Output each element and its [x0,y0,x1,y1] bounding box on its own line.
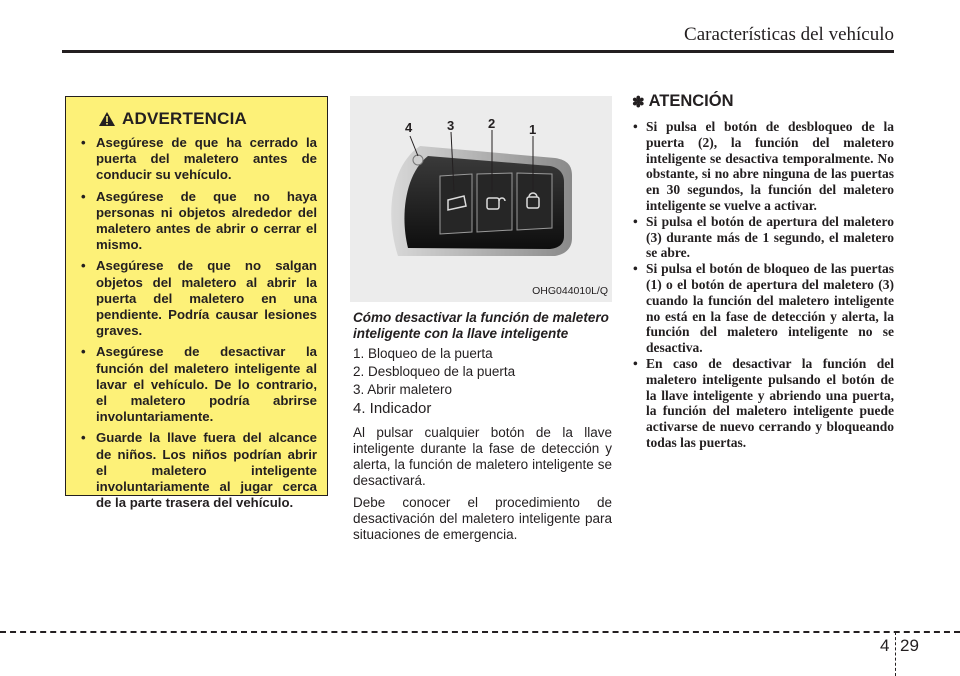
warning-list [78,135,317,511]
warning-triangle-icon [98,111,116,127]
page-number-separator [895,632,896,676]
body-paragraph: Debe conocer el procedimiento de desactivación del maletero inteligente para situaciones de emergencia. [353,495,612,542]
legend-item: 4. Indicador [353,400,432,417]
section-subheading: Cómo desactivar la función de maletero inteligente con la llave inteligente [353,310,609,341]
figure-caption: OHG044010L/Q [532,285,608,297]
warning-item: • Guarde la llave fuera del alcance de niños. Los niños podrían abrir el maletero inteligente involuntariamente al jugar cerca de la parte trasera del vehículo. [81,430,317,511]
attention-heading [632,92,894,111]
footer-rule [0,631,960,633]
legend-item: 3. Abrir maletero [353,382,453,397]
smart-key-illustration [350,96,612,302]
page-number: 29 [900,636,919,655]
attention-section [632,92,894,451]
smart-key-figure [350,96,612,302]
attention-title: ATENCIÓN [648,92,734,110]
warning-item: • Asegúrese de que ha cerrado la puerta del maletero antes de conducir su vehículo. [81,135,317,183]
legend-item: 2. Desbloqueo de la puerta [353,364,516,379]
attention-item: • En caso de desactivar la función del maletero inteligente pulsando el botón de la llave inteligente y abriendo una puerta, la función del maletero inteligente puede activarse de nuevo cerrando y bloqueando todas las puertas. [633,355,894,450]
attention-star-icon: ✽ [632,93,645,111]
indicator-light [413,155,423,165]
callout-4: 4 [405,120,413,135]
header-rule [62,50,894,53]
warning-box [65,96,328,511]
warning-item: • Asegúrese de que no salgan objetos del maletero al abrir la puerta del maletero en una pendiente. Podría causar lesiones graves. [81,258,317,339]
middle-column [353,310,612,549]
page-header-title: Características del vehículo [684,24,894,45]
warning-heading [98,109,317,129]
warning-title: ADVERTENCIA [122,109,247,128]
attention-item: • Si pulsa el botón de apertura del maletero (3) durante más de 1 segundo, el maletero se abre. [633,213,894,261]
attention-list [632,119,894,451]
legend-item: 1. Bloqueo de la puerta [353,346,493,361]
warning-item: • Asegúrese de desactivar la función del maletero inteligente al lavar el vehículo. De lo contrario, el maletero podría abrirse involuntariamente. [81,344,317,425]
callout-3: 3 [447,118,455,133]
callout-1: 1 [529,122,537,137]
chapter-number: 4 [880,636,890,655]
warning-item: • Asegúrese de que no haya personas ni objetos alrededor del maletero antes de abrir o cerrar el mismo. [81,188,317,253]
attention-item: • Si pulsa el botón de bloqueo de las puertas (1) o el botón de apertura del maletero (3) cuando la función del maletero inteligente no está en la fase de detección y alerta, la función del maletero inteligente no se desactiva. [633,261,894,356]
button-legend-list [353,345,612,419]
callout-2: 2 [488,116,496,131]
attention-item: • Si pulsa el botón de desbloqueo de la puerta (2), la función del maletero inteligente se desactiva temporalmente. No obstante, si no abre ninguna de las puertas en 30 segundos, la función del maletero inteligente se vuelve a activar. [633,119,894,213]
body-paragraph: Al pulsar cualquier botón de la llave inteligente durante la fase de detección y alerta, la función de maletero inteligente se desactivará. [353,425,612,488]
